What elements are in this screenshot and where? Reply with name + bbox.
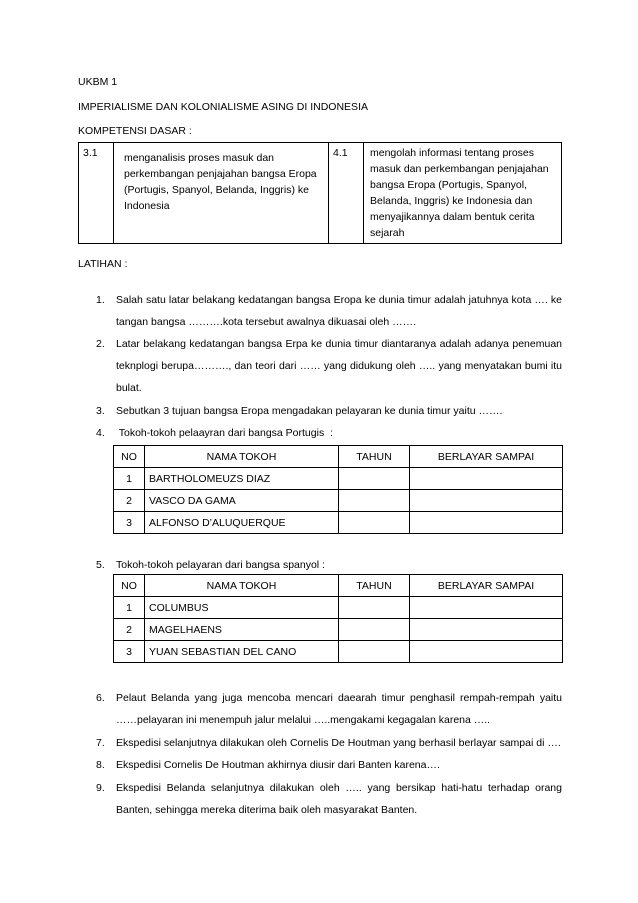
cell-no: 1 bbox=[114, 468, 145, 490]
question-number: 4. bbox=[96, 427, 105, 439]
question-number: 6. bbox=[96, 692, 105, 704]
table-row bbox=[114, 597, 563, 619]
header-berlayar-sampai: BERLAYAR SAMPAI bbox=[410, 446, 563, 468]
cell-name: ALFONSO D’ALUQUERQUE bbox=[145, 512, 339, 534]
cell-tahun bbox=[339, 597, 410, 619]
cell-sampai bbox=[410, 597, 563, 619]
cell-sampai bbox=[410, 512, 563, 534]
kd-right-text: mengolah informasi tentang proses masuk dan perkembangan penjajahan bangsa Eropa (Portugis, Spanyol, Belanda, Inggris) ke Indonesia dan menyajikannya dalam bentuk cerita sejarah bbox=[364, 143, 562, 244]
table-header-row bbox=[114, 575, 563, 597]
header-nama-tokoh: NAMA TOKOH bbox=[145, 446, 339, 468]
header-tahun: TAHUN bbox=[339, 575, 410, 597]
question-text: Ekspedisi Cornelis De Houtman akhirnya diusir dari Banten karena…. bbox=[116, 759, 440, 771]
cell-sampai bbox=[410, 619, 563, 641]
competency-table bbox=[78, 142, 562, 244]
kd-left-text: menganalisis proses masuk dan perkembangan penjajahan bangsa Eropa (Portugis, Spanyol, Belanda, Inggris) ke Indonesia bbox=[114, 143, 329, 244]
question-number: 8. bbox=[96, 759, 105, 771]
cell-name: YUAN SEBASTIAN DEL CANO bbox=[145, 641, 339, 663]
question-number: 1. bbox=[96, 294, 105, 306]
cell-sampai bbox=[410, 641, 563, 663]
table-header-row bbox=[114, 446, 563, 468]
question-number: 5. bbox=[96, 559, 105, 571]
question-number: 2. bbox=[96, 338, 105, 350]
cell-name: COLUMBUS bbox=[145, 597, 339, 619]
cell-no: 2 bbox=[114, 490, 145, 512]
header-no: NO bbox=[114, 575, 145, 597]
cell-tahun bbox=[339, 641, 410, 663]
ukbm-label: UKBM 1 bbox=[78, 76, 118, 88]
question-text: Sebutkan 3 tujuan bangsa Eropa mengadakan pelayaran ke dunia timur yaitu ……. bbox=[116, 405, 503, 417]
cell-name: MAGELHAENS bbox=[145, 619, 339, 641]
question-text: Ekspedisi Belanda selanjutnya dilakukan oleh ….. yang bersikap hati-hatu terhadap orang Banten, sehingga mereka diterima baik oleh masyarakat Banten. bbox=[116, 782, 562, 816]
header-tahun: TAHUN bbox=[339, 446, 410, 468]
question-number: 7. bbox=[96, 737, 105, 749]
question-text: Latar belakang kedatangan bangsa Erpa ke dunia timur diantaranya adalah adanya penemuan teknplogi berupa………., dan teori dari …… yang didukung oleh ….. yang menyatakan bumi itu bulat. bbox=[116, 338, 562, 394]
table-row bbox=[114, 512, 563, 534]
spanyol-table bbox=[113, 574, 563, 663]
cell-tahun bbox=[339, 490, 410, 512]
table-row bbox=[114, 490, 563, 512]
table-row bbox=[114, 641, 563, 663]
question-text: Tokoh-tokoh pelayaran dari bangsa spanyol : bbox=[116, 559, 325, 571]
cell-name: BARTHOLOMEUZS DIAZ bbox=[145, 468, 339, 490]
cell-tahun bbox=[339, 512, 410, 534]
header-no: NO bbox=[114, 446, 145, 468]
latihan-label: LATIHAN : bbox=[78, 258, 128, 270]
question-text: Tokoh-tokoh pelaayran dari bangsa Portugis : bbox=[116, 427, 333, 439]
kompetensi-label: KOMPETENSI DASAR : bbox=[78, 125, 192, 137]
cell-name: VASCO DA GAMA bbox=[145, 490, 339, 512]
header-nama-tokoh: NAMA TOKOH bbox=[145, 575, 339, 597]
cell-no: 3 bbox=[114, 641, 145, 663]
question-text: Salah satu latar belakang kedatangan bangsa Eropa ke dunia timur adalah jatuhnya kota …. ke tangan bangsa ……….kota tersebut awalnya dikuasai oleh ……. bbox=[116, 294, 562, 328]
table-row bbox=[114, 619, 563, 641]
table-row bbox=[114, 468, 563, 490]
document-title: IMPERIALISME DAN KOLONIALISME ASING DI INDONESIA bbox=[78, 101, 368, 113]
cell-sampai bbox=[410, 490, 563, 512]
cell-no: 2 bbox=[114, 619, 145, 641]
header-berlayar-sampai: BERLAYAR SAMPAI bbox=[410, 575, 563, 597]
cell-tahun bbox=[339, 468, 410, 490]
question-number: 9. bbox=[96, 782, 105, 794]
kd-right-number: 4.1 bbox=[329, 143, 364, 244]
cell-tahun bbox=[339, 619, 410, 641]
cell-no: 1 bbox=[114, 597, 145, 619]
question-text: Ekspedisi selanjutnya dilakukan oleh Cornelis De Houtman yang berhasil berlayar sampai di …. bbox=[116, 737, 561, 749]
kd-left-number: 3.1 bbox=[79, 143, 114, 244]
cell-no: 3 bbox=[114, 512, 145, 534]
cell-sampai bbox=[410, 468, 563, 490]
question-text: Pelaut Belanda yang juga mencoba mencari daearah timur penghasil rempah-rempah yaitu ……pelayaran ini menempuh jalur melalui …..mengakami kegagalan karena ….. bbox=[116, 692, 562, 726]
portugis-table bbox=[113, 445, 563, 534]
question-number: 3. bbox=[96, 405, 105, 417]
